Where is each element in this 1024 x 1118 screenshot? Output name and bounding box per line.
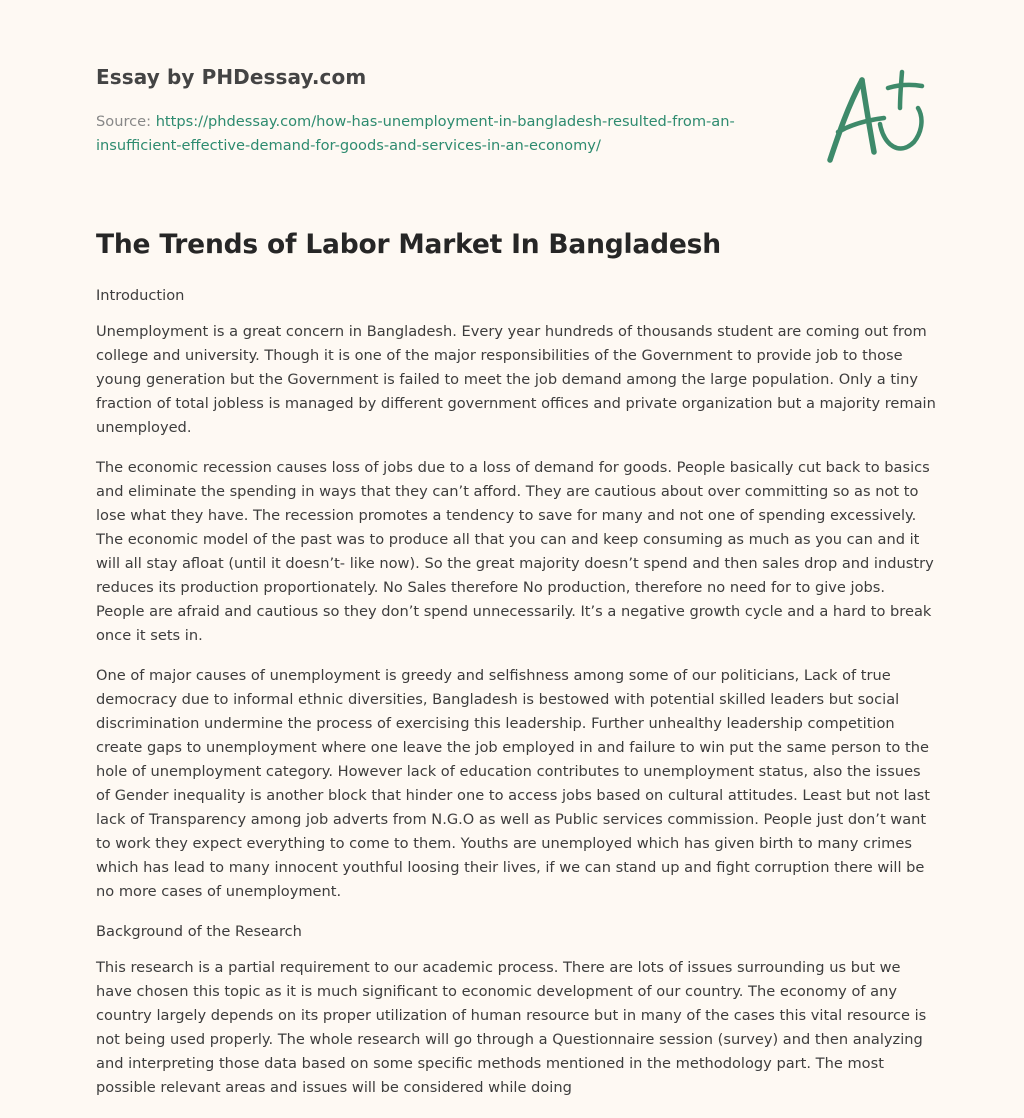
site-header bbox=[96, 62, 796, 158]
site-title: Essay by PHDessay.com bbox=[96, 65, 367, 89]
source-line bbox=[96, 110, 796, 158]
source-link[interactable]: https://phdessay.com/how-has-unemployment-in-bangladesh-resulted-from-an-insufficient-effective-demand-for-goods-and-services-in-an-economy/ bbox=[96, 113, 735, 154]
essay-title: The Trends of Labor Market In Bangladesh bbox=[96, 229, 721, 260]
paragraph-3: One of major causes of unemployment is greedy and selfishness among some of our politicians, Lack of true democracy due to informal ethnic diversities, Bangladesh is bestowed with potential skilled leaders but social discrimination undermine the process of exercising this leadership. Further unhealthy leadership competition create gaps to unemployment where one leave the job employed in and failure to win put the same person to the hole of unemployment category. However lack of education contributes to unemployment status, also the issues of Gender inequality is another block that hinder one to access jobs based on cultural attitudes. Least but not last lack of Transparency among job adverts from N.G.O as well as Public services commission. People just don’t want to work they expect everything to come to them. Youths are unemployed which has given birth to many crimes which has lead to many innocent youthful loosing their lives, if we can stand up and fight corruption there will be no more cases of unemployment. bbox=[96, 667, 930, 900]
background-heading: Background of the Research bbox=[96, 923, 302, 940]
essay-body bbox=[96, 224, 936, 1100]
paragraph-2: The economic recession causes loss of jobs due to a loss of demand for goods. People basically cut back to basics and eliminate the spending in ways that they can’t afford. They are cautious about over committing so as not to lose what they have. The recession promotes a tendency to save for many and not one of spending excessively. The economic model of the past was to produce all that you can and keep consuming as much as you can and it will all stay afloat (until it doesn’t- like now). So the great majority doesn’t spend and then sales drop and industry reduces its production proportionately. No Sales therefore No production, therefore no need for to give jobs. People are afraid and cautious so they don’t spend unnecessarily. It’s a negative growth cycle and a hard to break once it sets in. bbox=[96, 459, 934, 644]
a-plus-logo bbox=[818, 66, 930, 166]
intro-heading: Introduction bbox=[96, 287, 185, 304]
background-paragraph: This research is a partial requirement to our academic process. There are lots of issues surrounding us but we have chosen this topic as it is much significant to economic development of our country. The economy of any country largely depends on its proper utilization of human resource but in many of the cases this vital resource is not being used properly. The whole research will go through a Questionnaire session (survey) and then analyzing and interpreting those data based on some specific methods mentioned in the methodology part. The most possible relevant areas and issues will be considered while doing bbox=[96, 959, 927, 1096]
source-label: Source: bbox=[96, 113, 152, 130]
paragraph-1: Unemployment is a great concern in Bangladesh. Every year hundreds of thousands student are coming out from college and university. Though it is one of the major responsibilities of the Government to provide job to those young generation but the Government is failed to meet the job demand among the large population. Only a tiny fraction of total jobless is managed by different government offices and private organization but a majority remain unemployed. bbox=[96, 323, 936, 436]
